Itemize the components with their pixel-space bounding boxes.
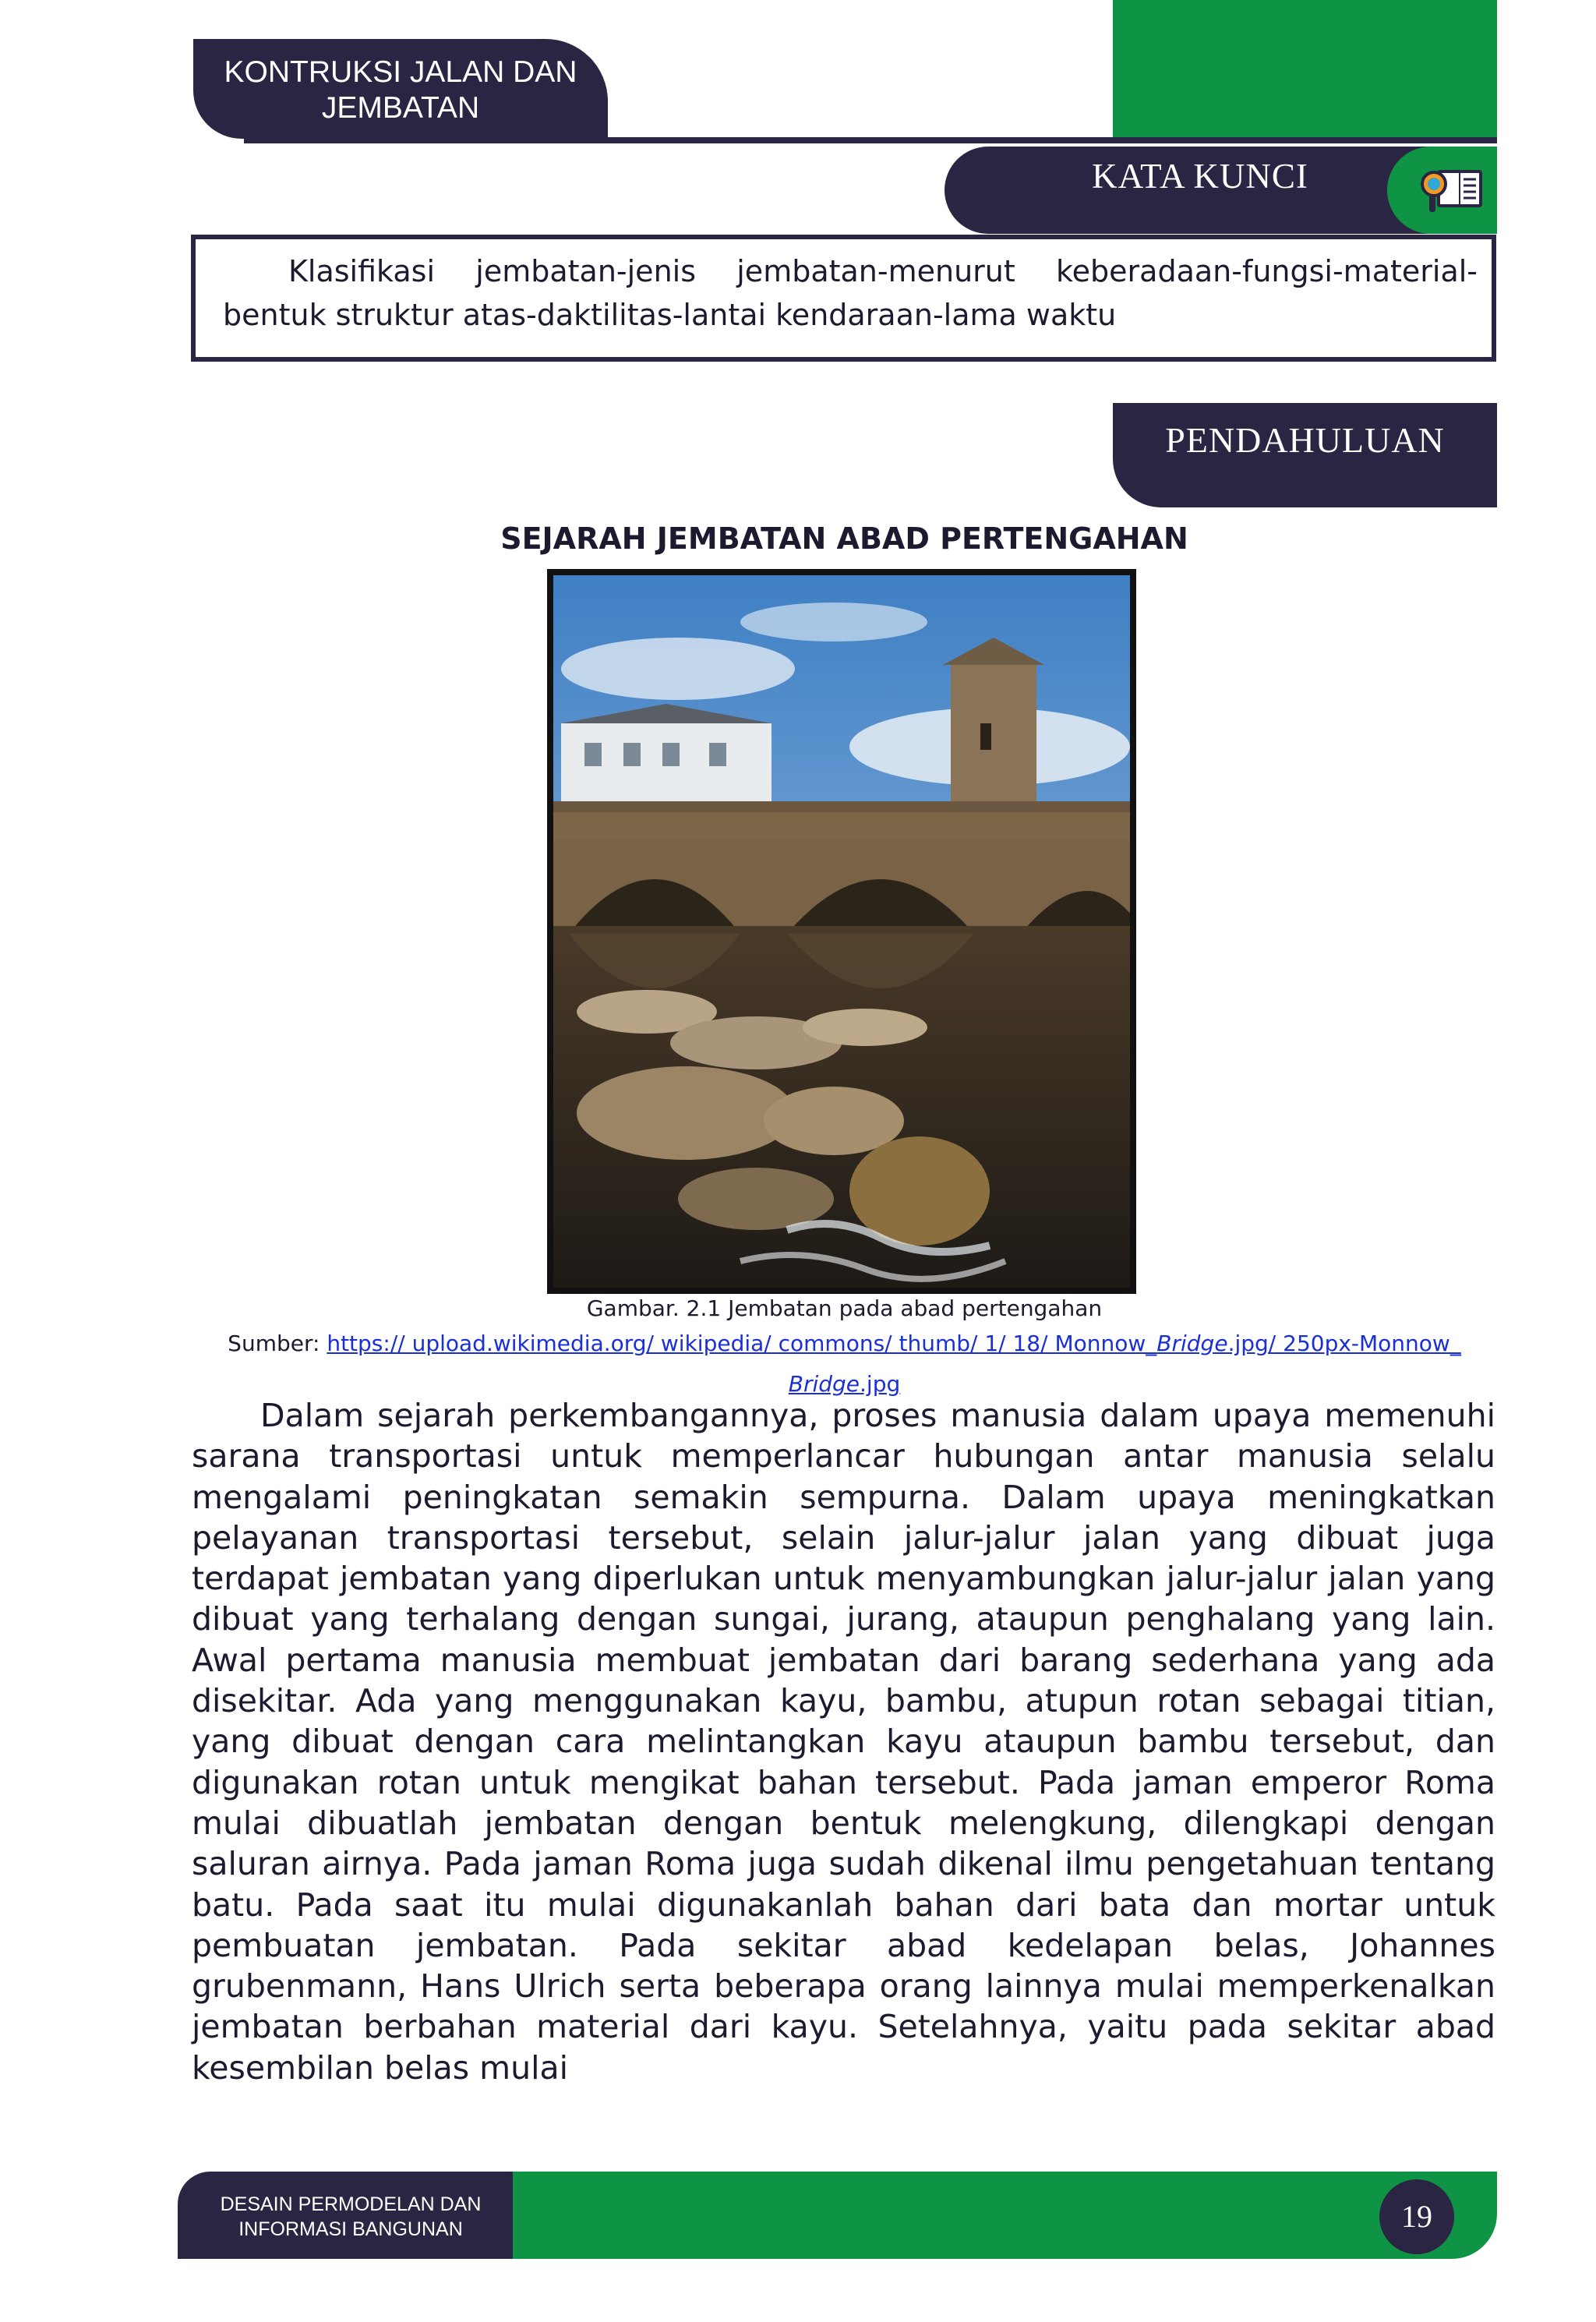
source-url-part3: .jpg <box>860 1371 901 1397</box>
bridge-photo <box>547 569 1136 1294</box>
keyword-text <box>223 249 1478 337</box>
footer-title <box>199 2192 503 2242</box>
footer-line1: DESAIN PERMODELAN DAN <box>220 2193 482 2215</box>
source-url-part1: https:// upload.wikimedia.org/ wikipedia/ commons/ thumb/ 1/ 18/ Monnow_ <box>327 1331 1157 1356</box>
footer-line2: INFORMASI BANGUNAN <box>238 2218 463 2240</box>
footer-green-bar <box>513 2172 1497 2259</box>
source-url-italic1: Bridge <box>1156 1331 1228 1356</box>
keyword-line-2: bentuk struktur atas-daktilitas-lantai kendaraan-lama waktu <box>223 298 1117 332</box>
bridge-photo-illustration <box>553 575 1130 1288</box>
book-magnifier-icon <box>1417 164 1485 215</box>
section-label: PENDAHULUAN <box>1165 420 1445 460</box>
running-header-line1: KONTRUKSI JALAN DAN <box>224 55 577 89</box>
header-green-block <box>1113 0 1497 137</box>
source-label: Sumber: <box>228 1331 320 1356</box>
figure-source <box>192 1324 1497 1405</box>
section-title: SEJARAH JEMBATAN ABAD PERTENGAHAN <box>500 521 1188 556</box>
body-text <box>192 1395 1495 2088</box>
figure-caption: Gambar. 2.1 Jembatan pada abad pertengahan <box>586 1295 1103 1321</box>
source-link[interactable] <box>327 1331 1461 1397</box>
body-paragraph: Dalam sejarah perkembangannya, proses manusia dalam upaya memenuhi sarana transportasi untuk memperlancar hubungan antar manusia selalu mengalami peningkatan semakin sempurna. Dalam upaya meningkatkan pelayanan transportasi tersebut, selain jalur-jalur jalan yang dibuat juga terdapat jembatan yang diperlukan untuk menyambungkan jalur-jalur jalan yang dibuat yang terhalang dengan sungai, jurang, ataupun penghalang yang lain. Awal pertama manusia membuat jembatan dari barang sederhana yang ada disekitar. Ada yang menggunakan kayu, bambu, atupun rotan sebagai titian, yang dibuat dengan cara melintangkan kayu ataupun bambu tersebut, dan digunakan rotan untuk mengikat bahan tersebut. Pada jaman emperor Roma mulai dibuatlah jembatan dengan bentuk melengkung, dilengkapi dengan saluran airnya. Pada jaman Roma juga sudah dikenal ilmu pengetahuan tentang batu. Pada saat itu mulai digunakanlah bahan dari bata dan mortar untuk pembuatan jembatan. Pada sekitar abad kedelapan belas, Johannes grubenmann, Hans Ulrich serta beberapa orang lainnya mulai memperkenalkan jembatan berbahan material dari kayu. Setelahnya, yaitu pada sekitar abad kesembilan belas mulai <box>192 1397 1495 2087</box>
running-header-tab <box>193 39 608 139</box>
source-url-italic2: Bridge <box>788 1371 860 1397</box>
keyword-label: KATA KUNCI <box>1092 157 1308 196</box>
keyword-line-1: Klasifikasi jembatan-jenis jembatan-menurut keberadaan-fungsi-material- <box>288 254 1478 288</box>
page-number: 19 <box>1379 2179 1454 2254</box>
running-header-line2: JEMBATAN <box>321 91 480 125</box>
source-url-part2: .jpg/ 250px-Monnow_ <box>1227 1331 1461 1356</box>
